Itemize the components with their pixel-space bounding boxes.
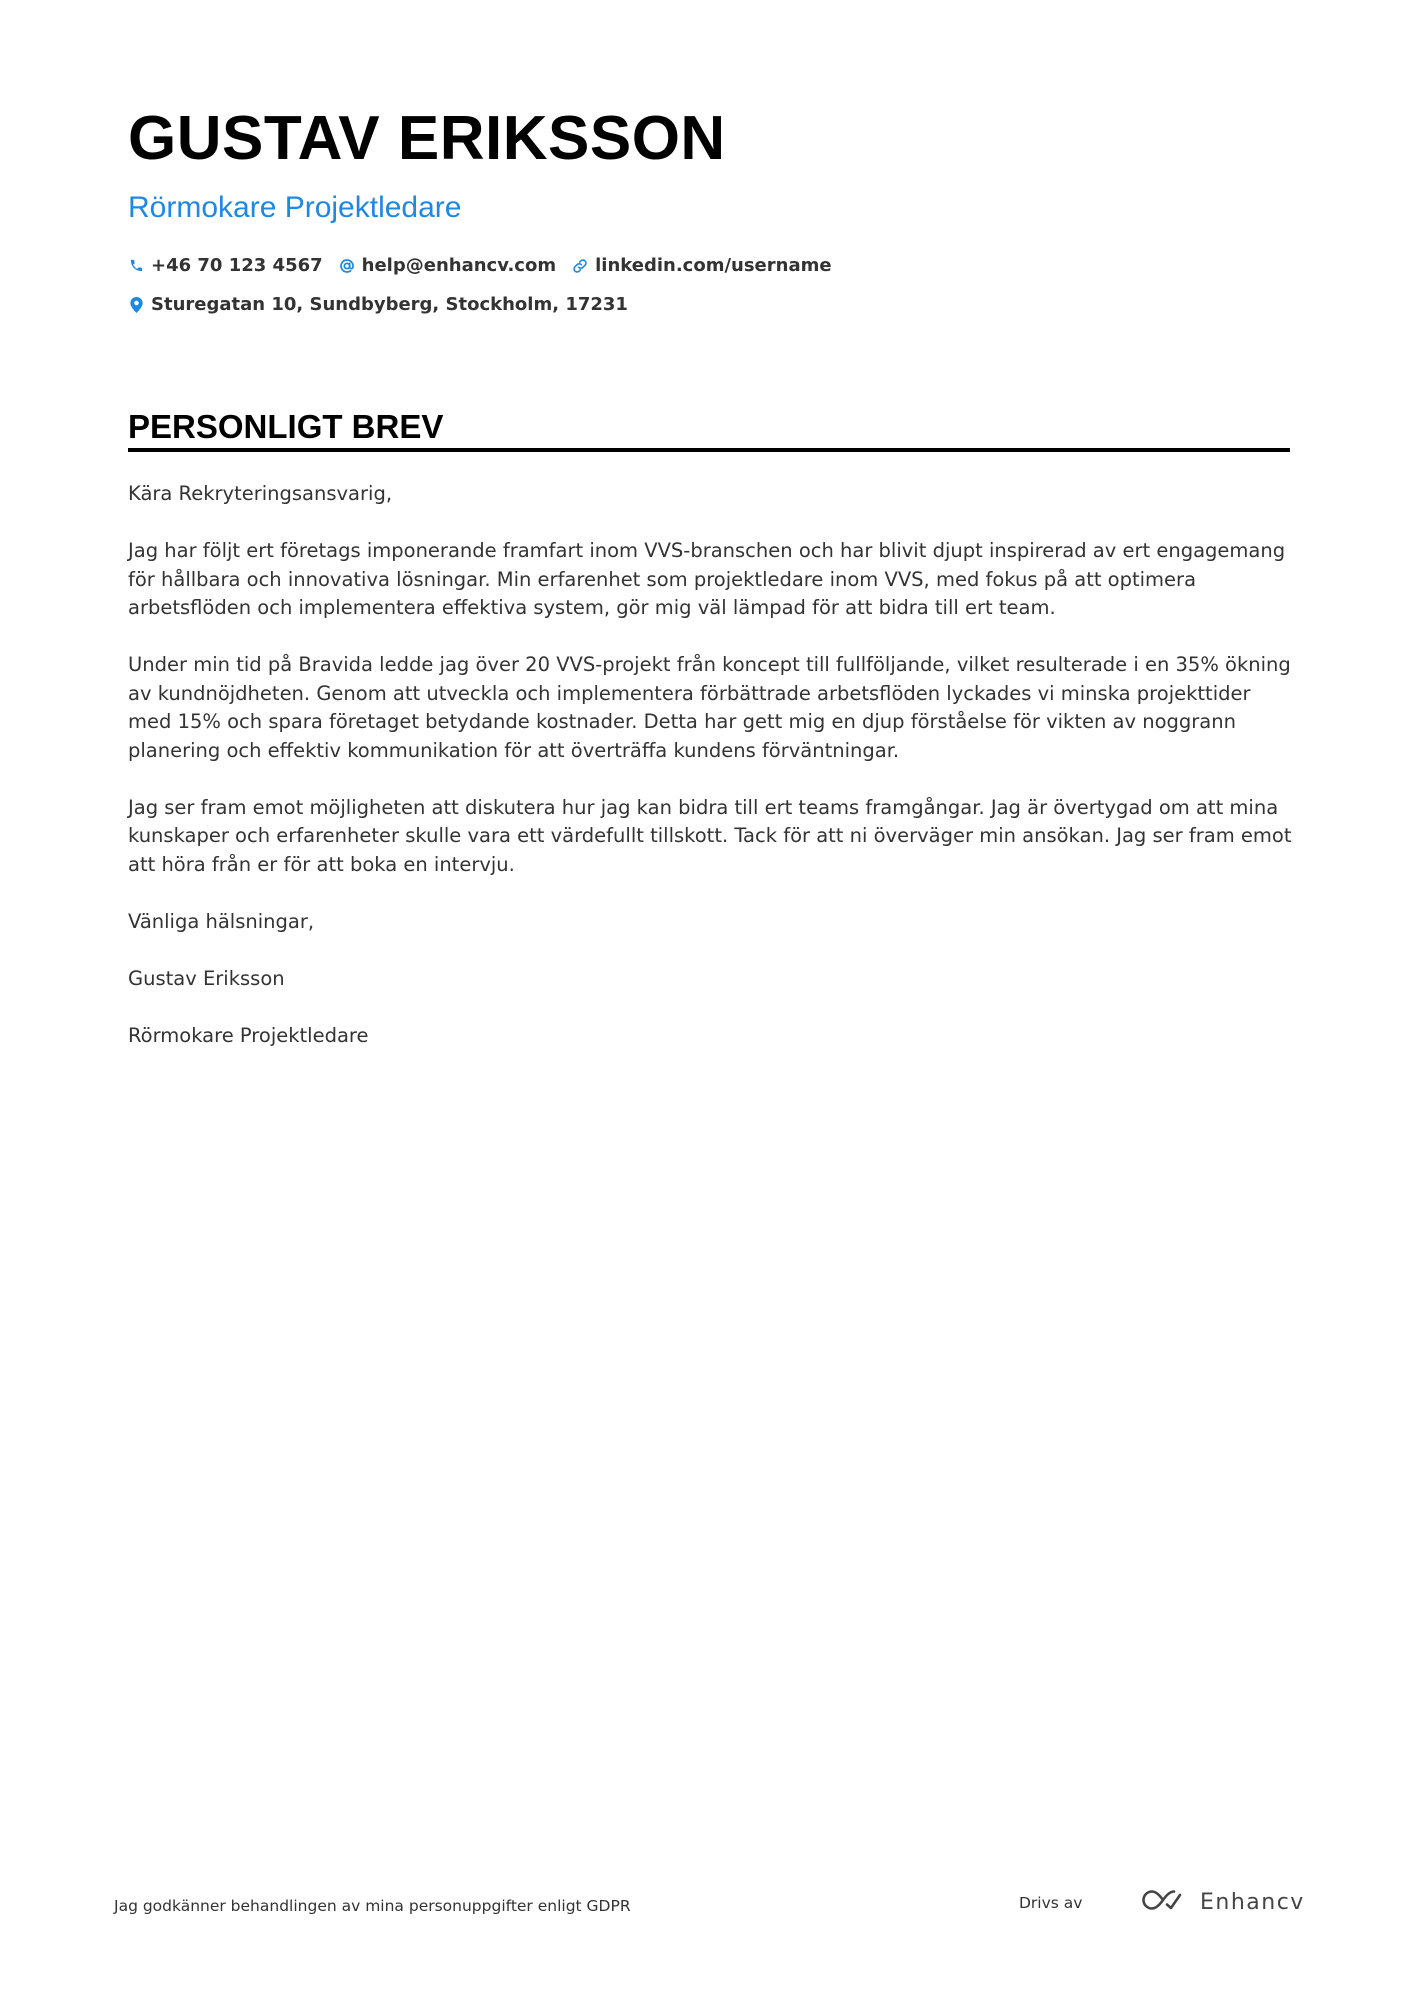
section-title: PERSONLIGT BREV [128, 408, 444, 445]
signature-name: Gustav Eriksson [128, 966, 285, 990]
enhancv-logo-icon [1140, 1888, 1186, 1916]
contact-row [128, 255, 848, 276]
contact-address [128, 294, 628, 315]
letter-closing: Vänliga hälsningar, [128, 909, 315, 933]
phone-number: +46 70 123 4567 [151, 255, 323, 276]
linkedin-url: linkedin.com/username [595, 255, 832, 276]
contact-email [339, 255, 556, 276]
letter-body [128, 480, 1293, 1079]
email-address: help@enhancv.com [361, 255, 557, 276]
at-icon [339, 258, 355, 274]
letter-paragraph: Jag ser fram emot möjligheten att diskutera hur jag kan bidra till ert teams framgångar. Jag är övertygad om att mina kunskaper och erfarenheter skulle vara ett värdefullt tillskott. Tack för att ni överväger min ansökan. Jag ser fram emot att höra från er för att boka en intervju. [128, 795, 1292, 876]
contact-row [128, 294, 644, 315]
job-title: Rörmokare Projektledare [128, 191, 462, 224]
signature-title: Rörmokare Projektledare [128, 1023, 369, 1047]
powered-by-label: Drivs av [1019, 1894, 1083, 1912]
contact-linkedin [572, 255, 831, 276]
letter-paragraph: Jag har följt ert företags imponerande framfart inom VVS-branschen och har blivit djupt inspirerad av ert engagemang för hållbara och innovativa lösningar. Min erfarenhet som projektledare inom VVS, med fokus på att optimera arbetsflöden och implementera effektiva system, gör mig väl lämpad för att bidra till ert team. [128, 539, 1286, 619]
gdpr-consent-text: Jag godkänner behandlingen av mina personuppgifter enligt GDPR [114, 1897, 631, 1915]
contact-phone [128, 255, 323, 276]
postal-address: Sturegatan 10, Sundbyberg, Stockholm, 17231 [151, 294, 628, 315]
enhancv-brand[interactable] [1140, 1888, 1305, 1916]
phone-icon [128, 258, 144, 274]
location-pin-icon [128, 297, 144, 313]
candidate-name: GUSTAV ERIKSSON [128, 104, 726, 173]
link-icon [572, 258, 588, 274]
letter-paragraph: Under min tid på Bravida ledde jag över 20 VVS-projekt från koncept till fullföljande, vilket resulterade i en 35% ökning av kundnöjdheten. Genom att utveckla och implementera förbättrade arbetsflöden lyckades vi minska projekttider med 15% och spara företaget betydande kostnader. Detta har gett mig en djup förståelse för vikten av noggrann planering och effektiv kommunikation för att överträffa kundens förväntningar. [128, 653, 1291, 762]
letter-greeting: Kära Rekryteringsansvarig, [128, 482, 393, 505]
brand-name: Enhancv [1200, 1889, 1305, 1915]
section-divider [128, 448, 1290, 452]
